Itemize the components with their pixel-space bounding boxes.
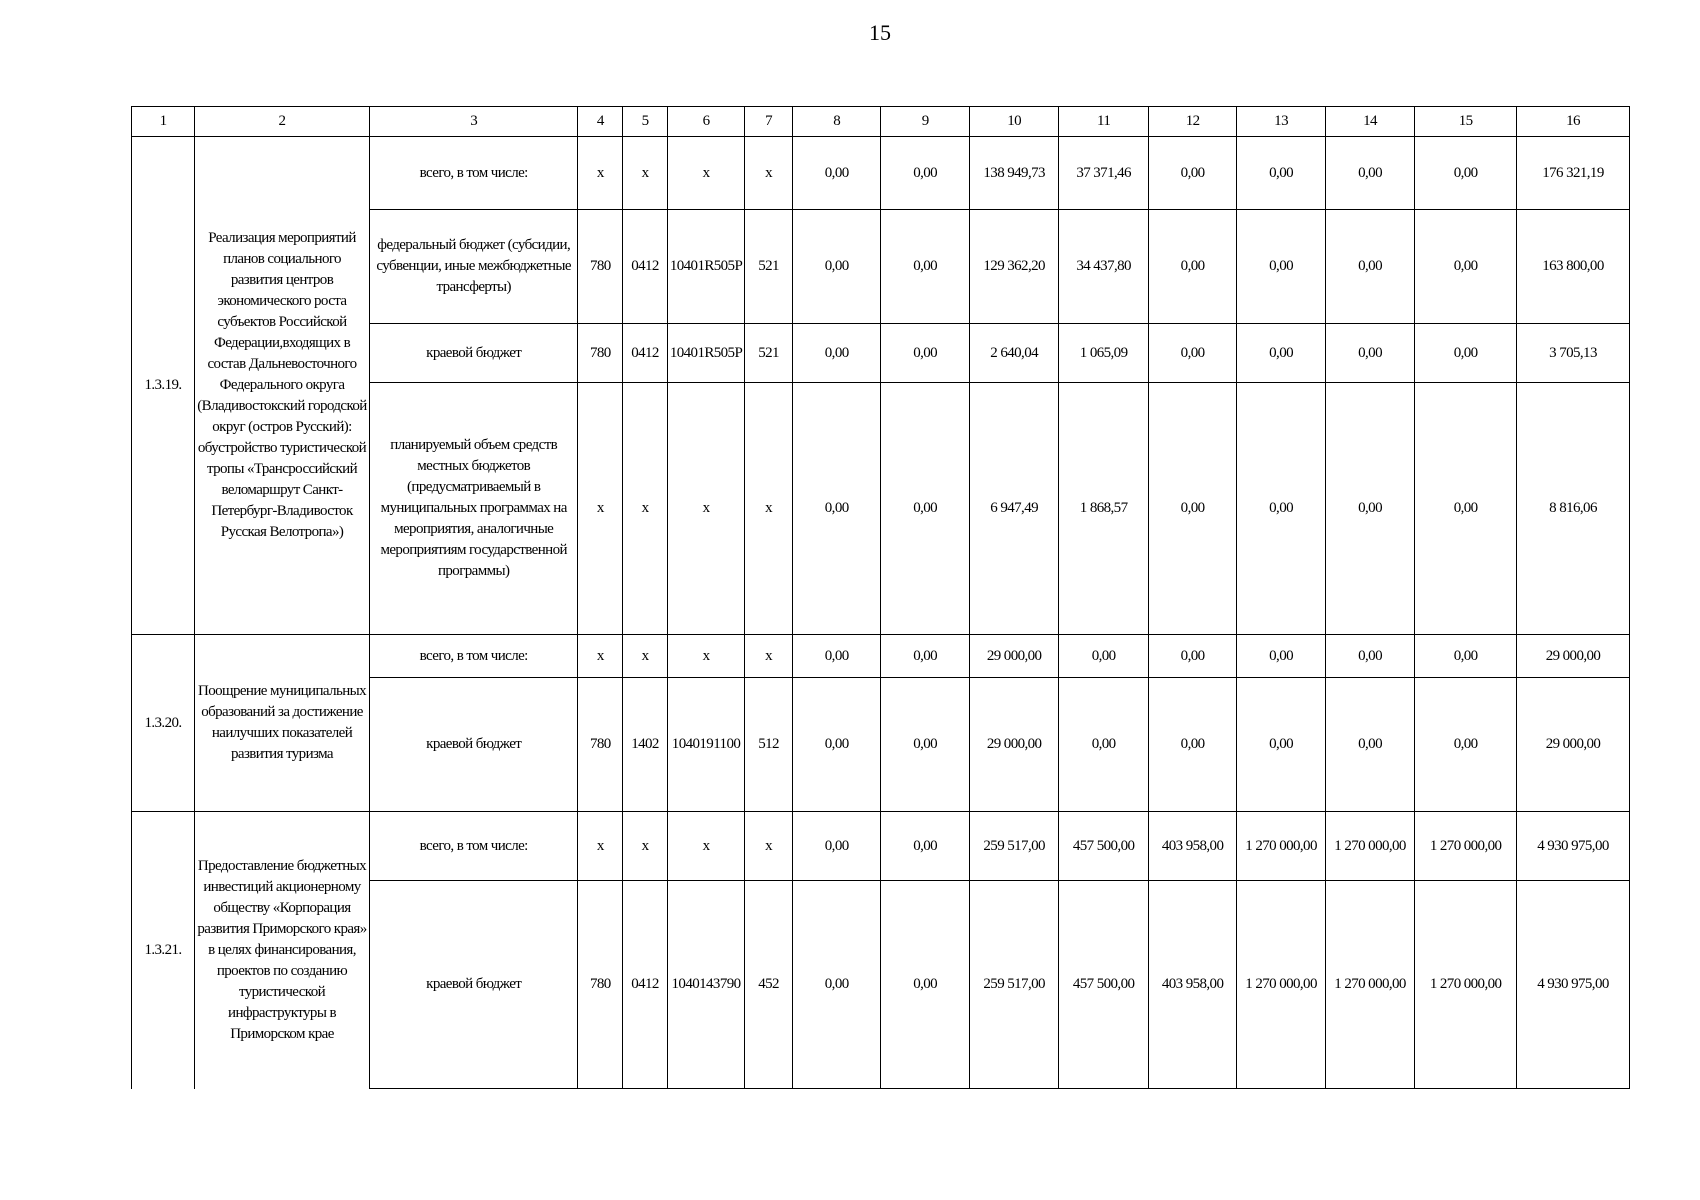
header-cell: 2: [195, 107, 370, 137]
table-cell: 1 065,09: [1059, 324, 1148, 383]
table-cell: 0,00: [1415, 210, 1517, 324]
table-cell: 0,00: [1148, 383, 1236, 635]
table-cell: 0,00: [1059, 678, 1148, 812]
item-name: Предоставление бюджетных инвестиций акционерному обществу «Корпорация развития Приморского края» в целях финансирования, проектов по созданию туристической инфраструктуры в Приморском крае: [195, 812, 370, 1089]
table-cell: x: [667, 812, 744, 881]
table-cell: x: [667, 635, 744, 678]
header-cell: 8: [792, 107, 880, 137]
table-cell: 0,00: [1415, 678, 1517, 812]
table-cell: 176 321,19: [1516, 137, 1629, 210]
header-cell: 7: [745, 107, 793, 137]
table-cell: x: [578, 635, 623, 678]
table-cell: 259 517,00: [969, 812, 1058, 881]
table-cell: 0,00: [1237, 210, 1325, 324]
header-cell: 4: [578, 107, 623, 137]
table-cell: 0412: [623, 881, 668, 1089]
item-name: Поощрение муниципальных образований за достижение наилучших показателей развития туризма: [195, 635, 370, 812]
table-cell: 0,00: [792, 678, 880, 812]
table-cell: 6 947,49: [969, 383, 1058, 635]
table-cell: 0,00: [792, 210, 880, 324]
table-cell: 0,00: [792, 635, 880, 678]
header-row: [132, 107, 1630, 137]
table-cell: 1040191100: [667, 678, 744, 812]
budget-table: [131, 106, 1630, 1089]
table-cell: x: [623, 635, 668, 678]
header-cell: 12: [1148, 107, 1236, 137]
item-number: 1.3.20.: [132, 635, 195, 812]
table-cell: 521: [745, 210, 793, 324]
table-cell: 0,00: [1415, 137, 1517, 210]
header-cell: 9: [881, 107, 969, 137]
table-cell: 0,00: [792, 383, 880, 635]
table-cell: 0,00: [792, 881, 880, 1089]
table-cell: 8 816,06: [1516, 383, 1629, 635]
table-cell: x: [578, 812, 623, 881]
table-cell: 1 270 000,00: [1415, 812, 1517, 881]
table-cell: x: [623, 812, 668, 881]
table-cell: 2 640,04: [969, 324, 1058, 383]
header-cell: 1: [132, 107, 195, 137]
table-cell: 3 705,13: [1516, 324, 1629, 383]
table-cell: 0,00: [881, 324, 969, 383]
table-cell: 1 868,57: [1059, 383, 1148, 635]
table-cell: x: [745, 812, 793, 881]
header-cell: 10: [969, 107, 1058, 137]
table-cell: 29 000,00: [969, 635, 1058, 678]
table-cell: 0,00: [1148, 137, 1236, 210]
table-cell: 780: [578, 678, 623, 812]
funding-source: планируемый объем средств местных бюджетов (предусматриваемый в муниципальных программах на мероприятия, аналогичные мероприятиям государственной программы): [369, 383, 577, 635]
table-cell: 0,00: [1415, 324, 1517, 383]
table-cell: 10401R505P: [667, 210, 744, 324]
funding-source: краевой бюджет: [369, 881, 577, 1089]
table-cell: 29 000,00: [1516, 635, 1629, 678]
page-number: 15: [869, 20, 891, 45]
header-cell: 3: [369, 107, 577, 137]
table-cell: 0,00: [1237, 635, 1325, 678]
table-cell: x: [578, 137, 623, 210]
table-cell: 0,00: [792, 812, 880, 881]
funding-source: всего, в том числе:: [369, 635, 577, 678]
table-cell: 4 930 975,00: [1516, 812, 1629, 881]
item-name: Реализация мероприятий планов социального развития центров экономического роста субъектов Российской Федерации,входящих в состав Дальневосточного Федерального округа (Владивостокский городской округ (остров Русский): обустройство туристической тропы «Трансроссийский веломаршрут Санкт-Петербург-Владивосток Русская Велотропа»): [195, 137, 370, 635]
table-cell: 403 958,00: [1148, 881, 1236, 1089]
table-cell: 0,00: [881, 137, 969, 210]
table-cell: 138 949,73: [969, 137, 1058, 210]
funding-source: краевой бюджет: [369, 678, 577, 812]
table-cell: 457 500,00: [1059, 812, 1148, 881]
table-cell: x: [623, 383, 668, 635]
table-cell: 4 930 975,00: [1516, 881, 1629, 1089]
table-row: [132, 635, 1630, 678]
item-number: 1.3.19.: [132, 137, 195, 635]
table-cell: 0,00: [1148, 324, 1236, 383]
funding-source: всего, в том числе:: [369, 137, 577, 210]
table-cell: 34 437,80: [1059, 210, 1148, 324]
table-cell: 1 270 000,00: [1415, 881, 1517, 1089]
table-cell: 37 371,46: [1059, 137, 1148, 210]
table-cell: 0,00: [1237, 678, 1325, 812]
table-cell: 0412: [623, 210, 668, 324]
table-cell: x: [623, 137, 668, 210]
table-cell: 0,00: [1237, 383, 1325, 635]
funding-source: краевой бюджет: [369, 324, 577, 383]
table-cell: 0,00: [1415, 383, 1517, 635]
table-cell: 163 800,00: [1516, 210, 1629, 324]
table-cell: 1 270 000,00: [1325, 812, 1414, 881]
table-cell: x: [745, 635, 793, 678]
header-cell: 14: [1325, 107, 1414, 137]
funding-source: всего, в том числе:: [369, 812, 577, 881]
table-cell: x: [578, 383, 623, 635]
table-cell: 1 270 000,00: [1237, 812, 1325, 881]
table-cell: x: [667, 137, 744, 210]
table-row: [132, 137, 1630, 210]
table-cell: 780: [578, 210, 623, 324]
table-cell: 403 958,00: [1148, 812, 1236, 881]
table-cell: 10401R505P: [667, 324, 744, 383]
table-cell: 129 362,20: [969, 210, 1058, 324]
table-cell: 29 000,00: [1516, 678, 1629, 812]
table-row: [132, 812, 1630, 881]
table-cell: 0,00: [1148, 635, 1236, 678]
header-cell: 15: [1415, 107, 1517, 137]
table-cell: 1 270 000,00: [1325, 881, 1414, 1089]
header-cell: 6: [667, 107, 744, 137]
funding-source: федеральный бюджет (субсидии, субвенции, иные межбюджетные трансферты): [369, 210, 577, 324]
table-cell: x: [667, 383, 744, 635]
header-cell: 5: [623, 107, 668, 137]
table-cell: 0,00: [1325, 324, 1414, 383]
table-cell: 1 270 000,00: [1237, 881, 1325, 1089]
table-cell: 0,00: [1325, 635, 1414, 678]
table-cell: 0,00: [1148, 678, 1236, 812]
table-cell: 0412: [623, 324, 668, 383]
table-cell: 452: [745, 881, 793, 1089]
table-cell: 780: [578, 881, 623, 1089]
table-cell: 0,00: [1059, 635, 1148, 678]
table-cell: 1402: [623, 678, 668, 812]
table-cell: 0,00: [1237, 324, 1325, 383]
table-cell: 0,00: [792, 137, 880, 210]
table-cell: 0,00: [881, 635, 969, 678]
table-cell: 521: [745, 324, 793, 383]
table-cell: 259 517,00: [969, 881, 1058, 1089]
table-cell: 780: [578, 324, 623, 383]
table-cell: 0,00: [1325, 210, 1414, 324]
table-cell: 0,00: [881, 210, 969, 324]
table-cell: 0,00: [881, 678, 969, 812]
table-cell: 0,00: [1237, 137, 1325, 210]
table-cell: 0,00: [881, 881, 969, 1089]
table-cell: 512: [745, 678, 793, 812]
table-cell: 0,00: [881, 812, 969, 881]
header-cell: 16: [1516, 107, 1629, 137]
table-cell: 0,00: [881, 383, 969, 635]
table-cell: 0,00: [1325, 678, 1414, 812]
header-cell: 13: [1237, 107, 1325, 137]
table-cell: x: [745, 383, 793, 635]
table-cell: 0,00: [792, 324, 880, 383]
table-cell: 0,00: [1325, 383, 1414, 635]
table-cell: 0,00: [1148, 210, 1236, 324]
table-cell: 0,00: [1325, 137, 1414, 210]
header-cell: 11: [1059, 107, 1148, 137]
table-cell: 0,00: [1415, 635, 1517, 678]
table-cell: 1040143790: [667, 881, 744, 1089]
item-number: 1.3.21.: [132, 812, 195, 1089]
table-cell: x: [745, 137, 793, 210]
table-cell: 29 000,00: [969, 678, 1058, 812]
table-cell: 457 500,00: [1059, 881, 1148, 1089]
